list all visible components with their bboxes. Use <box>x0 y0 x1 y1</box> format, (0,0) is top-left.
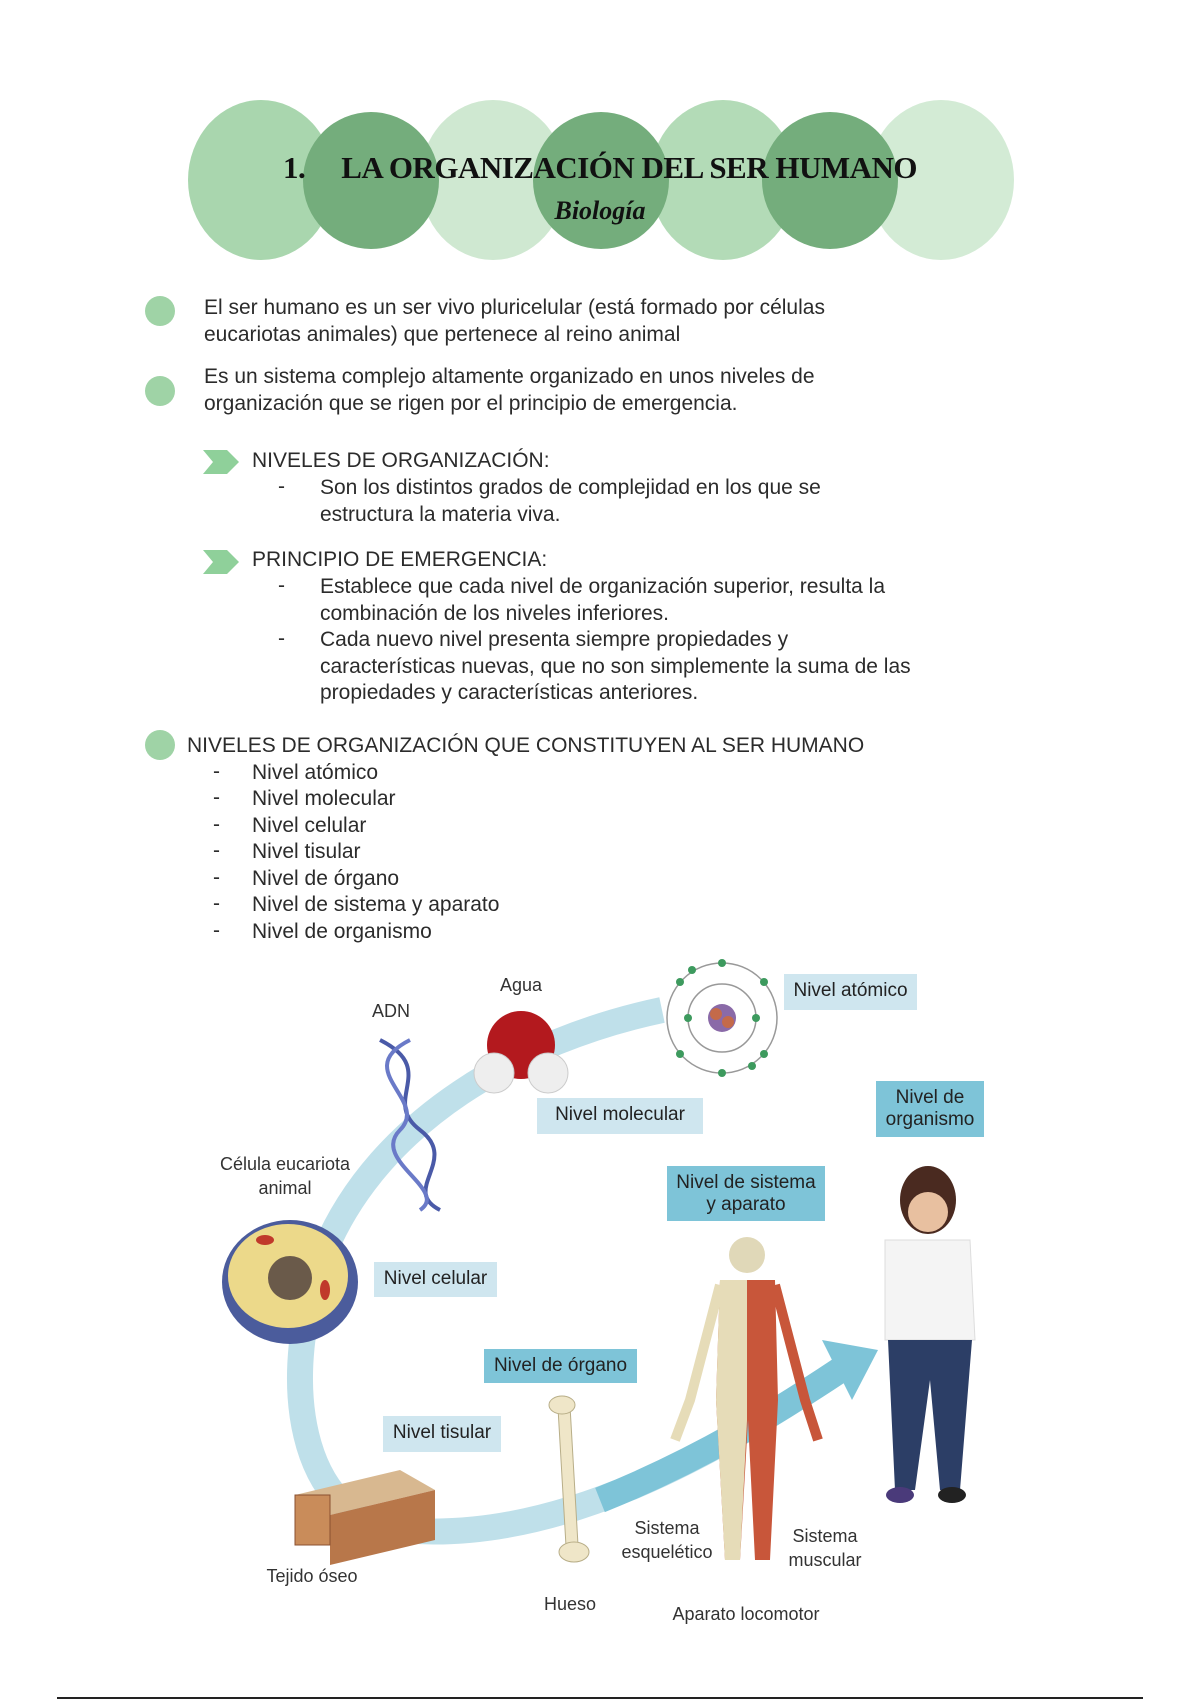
dash-marker: - <box>213 892 220 915</box>
caption-celula <box>205 1152 365 1200</box>
caption-hueso: Hueso <box>543 1594 597 1614</box>
dash-marker: - <box>213 813 220 836</box>
caption-line: muscular <box>788 1550 862 1570</box>
label-nivel-tisular: Nivel tisular <box>383 1416 501 1452</box>
dash-marker: - <box>278 475 285 498</box>
label-nivel-organo: Nivel de órgano <box>484 1349 637 1383</box>
title-text: LA ORGANIZACIÓN DEL SER HUMANO <box>341 150 918 185</box>
text-line: combinación de los niveles inferiores. <box>320 601 670 625</box>
label-line: y aparato <box>706 1194 786 1215</box>
level-item: Nivel de sistema y aparato <box>252 893 500 916</box>
section-heading: PRINCIPIO DE EMERGENCIA: <box>252 548 548 571</box>
title-number: 1. <box>282 150 306 185</box>
caption-adn: ADN <box>371 1001 410 1021</box>
text-line: eucariotas animales) que pertenece al reino animal <box>204 322 681 346</box>
text-line: Cada nuevo nivel presenta siempre propiedades y <box>320 628 789 651</box>
level-item: Nivel molecular <box>252 787 396 810</box>
text-line: Es un sistema complejo altamente organizado en unos niveles de <box>204 365 815 388</box>
atom-icon <box>667 959 777 1077</box>
animal-cell-icon <box>222 1220 358 1344</box>
level-item: Nivel celular <box>252 814 367 837</box>
dash-marker: - <box>213 839 220 862</box>
text-line: El ser humano es un ser vivo pluricelular (está formado por células <box>204 296 825 319</box>
bone-icon <box>549 1396 589 1562</box>
label-nivel-atomico: Nivel atómico <box>784 974 917 1010</box>
label-nivel-celular: Nivel celular <box>374 1262 497 1297</box>
levels-heading: NIVELES DE ORGANIZACIÓN QUE CONSTITUYEN AL SER HUMANO <box>187 734 865 757</box>
text-line: organización que se rigen por el principio de emergencia. <box>204 391 738 415</box>
caption-tejido-oseo: Tejido óseo <box>266 1566 358 1586</box>
bottom-divider <box>57 1697 1143 1699</box>
level-item: Nivel de órgano <box>252 867 400 890</box>
caption-line: Célula eucariota <box>219 1154 351 1174</box>
section-heading: NIVELES DE ORGANIZACIÓN: <box>252 449 550 472</box>
caption-sistema-esqueletico <box>612 1516 722 1564</box>
person-organism-icon <box>885 1166 975 1503</box>
water-molecule-icon <box>474 1011 568 1093</box>
caption-agua: Agua <box>499 975 543 995</box>
text-line: Son los distintos grados de complejidad en los que se <box>320 476 821 499</box>
level-item: Nivel de organismo <box>252 920 432 943</box>
dash-marker: - <box>213 919 220 942</box>
label-line: Nivel de sistema <box>676 1172 816 1193</box>
caption-line: Sistema <box>792 1526 858 1546</box>
label-line: organismo <box>885 1109 975 1130</box>
label-nivel-sistema <box>667 1166 825 1221</box>
level-item: Nivel atómico <box>252 761 379 784</box>
text-line: estructura la materia viva. <box>320 502 561 526</box>
dash-marker: - <box>213 760 220 783</box>
dash-marker: - <box>278 627 285 650</box>
dash-marker: - <box>213 866 220 889</box>
caption-line: esquelético <box>621 1542 713 1562</box>
caption-aparato-locomotor: Aparato locomotor <box>672 1604 820 1624</box>
caption-line: Sistema <box>634 1518 700 1538</box>
page-subtitle: Biología <box>554 196 646 225</box>
level-item: Nivel tisular <box>252 840 361 863</box>
caption-sistema-muscular <box>780 1524 870 1572</box>
label-nivel-organismo <box>876 1081 984 1137</box>
caption-line: animal <box>258 1178 312 1198</box>
text-line: características nuevas, que no son simplemente la suma de las <box>320 654 911 678</box>
text-line: Establece que cada nivel de organización superior, resulta la <box>320 575 886 598</box>
label-nivel-molecular: Nivel molecular <box>537 1098 703 1134</box>
dash-marker: - <box>278 574 285 597</box>
dash-marker: - <box>213 786 220 809</box>
text-line: propiedades y características anteriores. <box>320 681 699 704</box>
label-line: Nivel de <box>895 1087 965 1108</box>
